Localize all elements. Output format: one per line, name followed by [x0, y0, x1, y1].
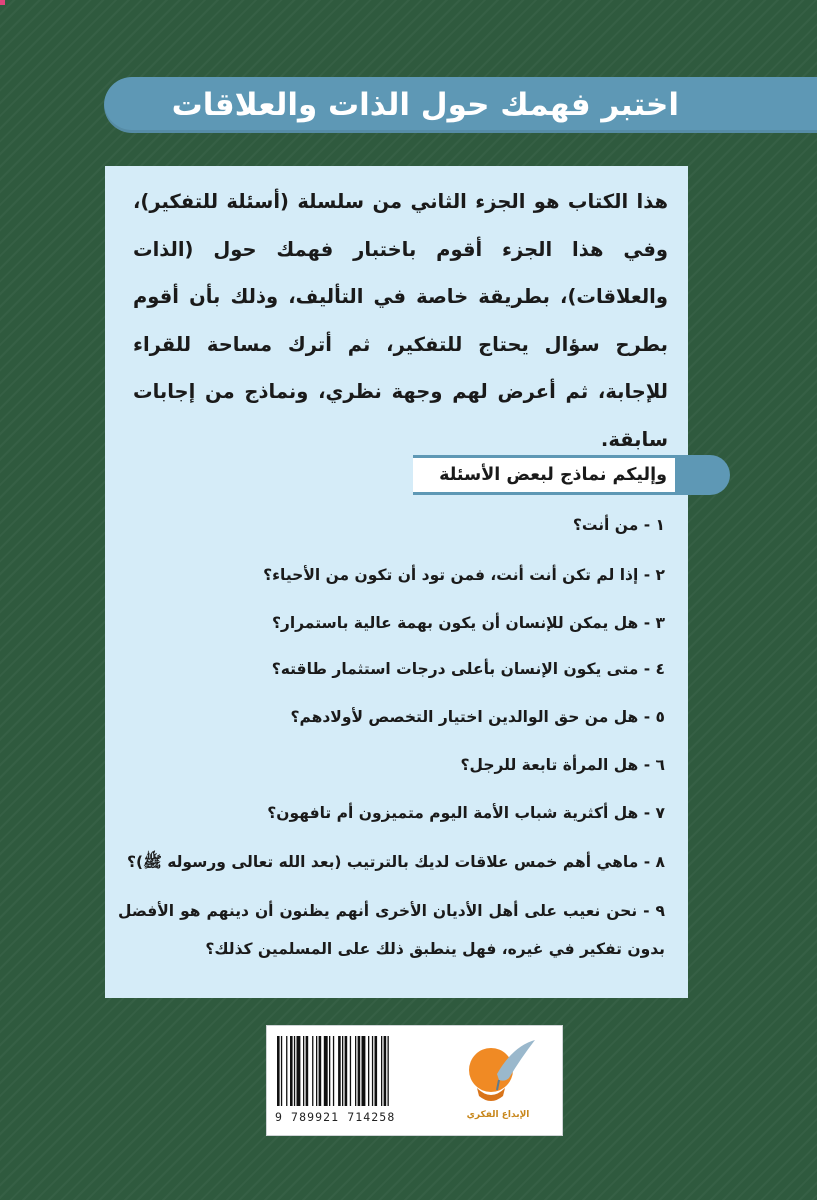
question-item: ٢ - إذا لم تكن أنت أنت، فمن تود أن تكون من الأحياء؟: [263, 566, 665, 584]
title-banner: [104, 77, 817, 133]
publisher-name: الإبداع الفكري: [466, 1110, 530, 1120]
question-item: ٤ - متى يكون الإنسان بأعلى درجات استثمار طاقته؟: [271, 660, 665, 678]
barcode-box: [266, 1025, 563, 1136]
question-item: ٨ - ماهي أهم خمس علاقات لديك بالترتيب (بعد الله تعالى ورسوله ﷺ)؟: [127, 853, 665, 871]
isbn-digits: 9 789921 714258: [275, 1110, 396, 1124]
isbn-barcode: [275, 1036, 443, 1108]
question-item: ٩ - نحن نعيب على أهل الأديان الأخرى أنهم يظنون أن دينهم هو الأفضل بدون تفكير في غيره، فهل ينطبق ذلك على المسلمين كذلك؟: [118, 902, 665, 958]
question-item: ٦ - هل المرأة تابعة للرجل؟: [460, 756, 665, 774]
examples-heading-text: وإليكم نماذج لبعض الأسئلة: [439, 465, 667, 485]
question-item: ١ - من أنت؟: [572, 516, 665, 534]
publisher-logo-icon: [447, 1036, 551, 1110]
question-item: ٧ - هل أكثرية شباب الأمة اليوم متميزون أم تافهون؟: [267, 804, 665, 822]
question-item: ٣ - هل يمكن للإنسان أن يكون بهمة عالية باستمرار؟: [271, 614, 665, 632]
examples-heading: [413, 458, 675, 492]
corner-mark: [0, 0, 5, 5]
book-title: اختبر فهمك حول الذات والعلاقات: [171, 87, 679, 123]
intro-paragraph: هذا الكتاب هو الجزء الثاني من سلسلة (أسئلة للتفكير)، وفي هذا الجزء أقوم باختبار فهمك حول (الذات والعلاقات)، بطريقة خاصة في التأليف، وذلك بأن أقوم بطرح سؤال يحتاج للتفكير، ثم أترك مساحة للقراء للإجابة، ثم أعرض لهم وجهة نظري، ونماذج من إجابات سابقة.: [133, 190, 668, 451]
question-item: ٥ - هل من حق الوالدين اختيار التخصص لأولادهم؟: [290, 708, 665, 726]
